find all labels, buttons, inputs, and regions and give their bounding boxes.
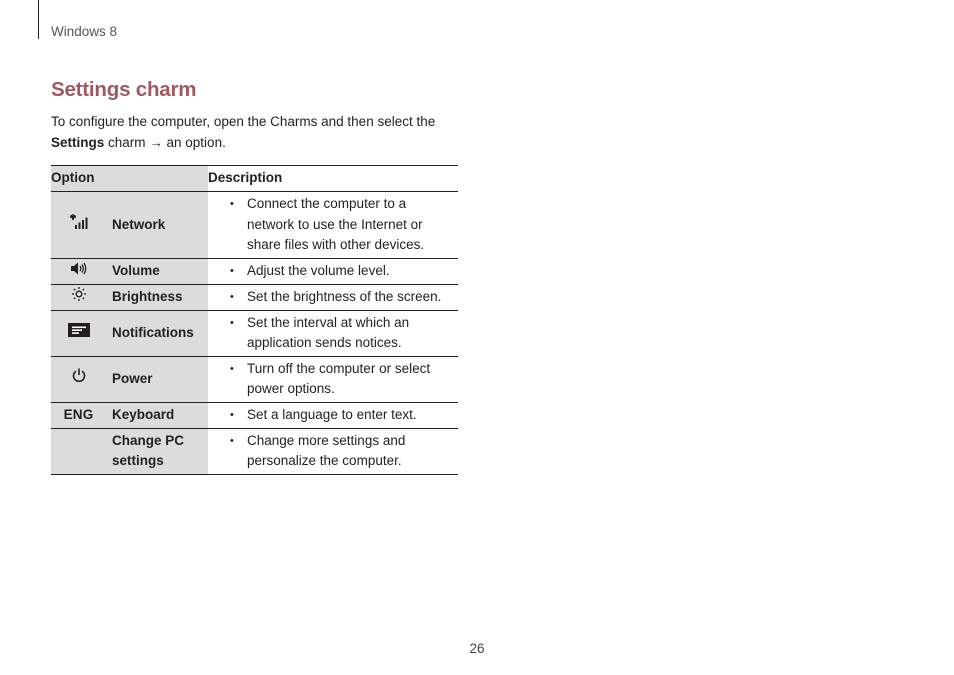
bullet: • bbox=[230, 408, 234, 421]
option-icon-cell bbox=[51, 310, 106, 356]
brightness-sun-icon bbox=[72, 287, 86, 308]
option-icon-cell bbox=[51, 192, 106, 259]
bullet: • bbox=[230, 198, 234, 210]
option-icon-cell bbox=[51, 356, 106, 402]
option-icon-cell bbox=[51, 258, 106, 284]
description-text: Adjust the volume level. bbox=[247, 262, 390, 278]
page-number: 26 bbox=[469, 641, 485, 656]
option-name: Network bbox=[106, 192, 208, 259]
settings-table bbox=[51, 165, 458, 475]
option-description bbox=[208, 284, 458, 310]
table-row bbox=[51, 192, 458, 259]
option-description bbox=[208, 428, 458, 474]
power-icon bbox=[72, 368, 86, 390]
description-text: Connect the computer to a network to use the Internet or share files with other devices. bbox=[247, 196, 425, 252]
option-description bbox=[208, 192, 458, 259]
table-row bbox=[51, 356, 458, 402]
keyboard-language-icon: ENG bbox=[63, 406, 94, 422]
table-row bbox=[51, 284, 458, 310]
description-text: Change more settings and personalize the computer. bbox=[247, 432, 406, 468]
option-description bbox=[208, 310, 458, 356]
notifications-icon bbox=[68, 323, 90, 344]
table-row bbox=[51, 428, 458, 474]
description-text: Set the interval at which an application sends notices. bbox=[247, 314, 410, 350]
description-text: Set a language to enter text. bbox=[247, 406, 417, 422]
intro-paragraph bbox=[51, 112, 461, 153]
table-row bbox=[51, 258, 458, 284]
margin-rule bbox=[38, 0, 39, 39]
table-header-row bbox=[51, 166, 458, 192]
intro-text-after: charm → an option. bbox=[104, 134, 226, 150]
description-text: Set the brightness of the screen. bbox=[247, 288, 442, 304]
option-description bbox=[208, 356, 458, 402]
bullet: • bbox=[230, 434, 234, 447]
option-icon-cell bbox=[51, 284, 106, 310]
option-name: Power bbox=[106, 356, 208, 402]
description-text: Turn off the computer or select power options. bbox=[247, 360, 431, 396]
option-icon-cell bbox=[51, 428, 106, 474]
bullet: • bbox=[230, 264, 234, 277]
table-row bbox=[51, 310, 458, 356]
network-signal-icon bbox=[70, 214, 88, 237]
option-column-header: Option bbox=[51, 166, 208, 192]
bullet: • bbox=[230, 362, 234, 375]
option-description bbox=[208, 402, 458, 428]
option-name: Brightness bbox=[106, 284, 208, 310]
option-icon-cell bbox=[51, 402, 106, 428]
bullet: • bbox=[230, 316, 234, 329]
description-column-header: Description bbox=[208, 166, 458, 192]
option-description bbox=[208, 258, 458, 284]
section-title: Settings charm bbox=[51, 78, 197, 101]
option-name: Notifications bbox=[106, 310, 208, 356]
intro-text: To configure the computer, open the Charms and then select the bbox=[51, 114, 436, 129]
volume-speaker-icon bbox=[71, 261, 87, 282]
option-name: Keyboard bbox=[106, 402, 208, 428]
option-name: Volume bbox=[106, 258, 208, 284]
running-head: Windows 8 bbox=[51, 24, 118, 39]
intro-settings-bold: Settings bbox=[51, 134, 105, 150]
bullet: • bbox=[230, 290, 234, 303]
option-name: Change PC settings bbox=[106, 428, 208, 474]
table-row bbox=[51, 402, 458, 428]
